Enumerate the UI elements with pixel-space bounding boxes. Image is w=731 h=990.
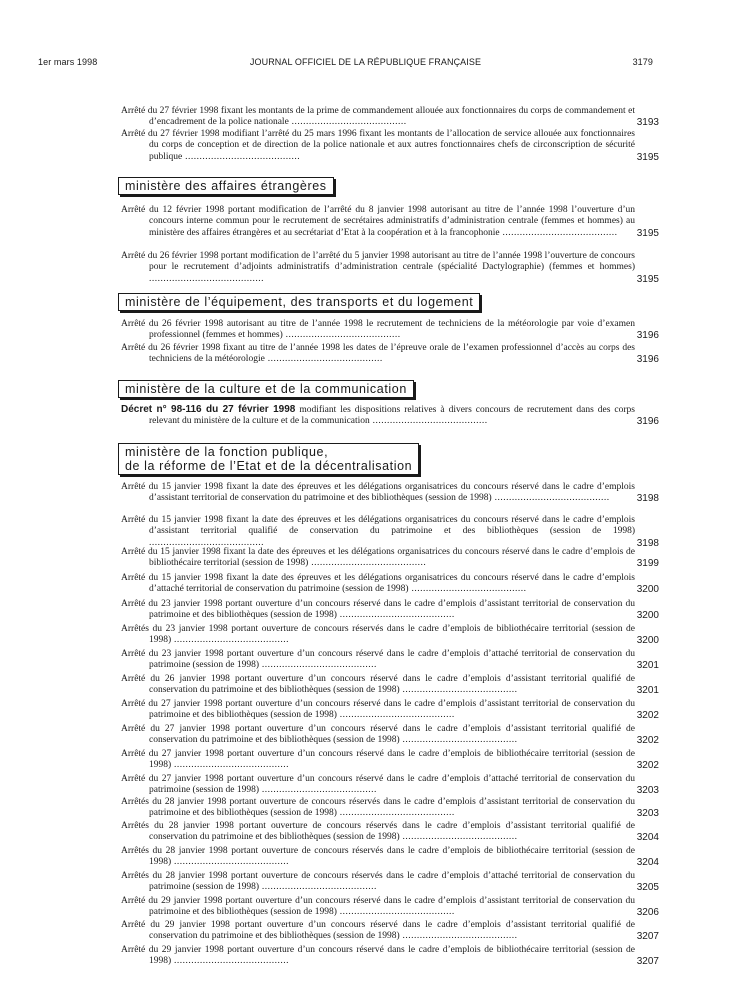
toc-entry-text: Arrêté du 26 février 1998 fixant au titre de l’année 1998 les dates de l’épreuve orale de l’examen professionnel d’accès au corps des techniciens de la météorologie ........................................: [121, 343, 635, 365]
toc-entry-page: 3200: [636, 584, 659, 596]
toc-entry: [121, 920, 659, 943]
toc-entry-page: 3205: [636, 882, 659, 894]
dot-leader: ........................................: [399, 735, 518, 746]
toc-entry-text: Arrêté du 26 février 1998 autorisant au titre de l’année 1998 le recrutement de techniciens de la météorologie par voie d’examen professionnel (femmes et hommes) ........................................: [121, 319, 635, 341]
toc-entry-text: Arrêtés du 23 janvier 1998 portant ouverture de concours réservés dans le cadre d’emplois de bibliothécaire territorial (session de 1998) ........................................: [121, 624, 635, 646]
toc-entry: [121, 404, 659, 428]
toc-entry: [121, 846, 659, 869]
dot-leader: ........................................: [308, 558, 427, 569]
toc-entry-page: 3206: [636, 907, 659, 919]
toc-entry-text: Arrêté du 26 février 1998 portant modification de l’arrêté du 5 janvier 1998 autorisant au titre de l’année 1998 l’ouverture de concours pour le recrutement d’adjoints administratifs d’administration centrale (spécialité Dactylographie) (femmes et hommes) ........................................: [121, 251, 635, 284]
toc-entry-text: [121, 404, 635, 428]
toc-entry: [121, 871, 659, 894]
ministry-heading-line: ministère de la fonction publique,: [125, 445, 329, 459]
toc-entry: [121, 599, 659, 622]
toc-entry-page: 3193: [636, 117, 659, 129]
toc-entry-page: 3203: [636, 785, 659, 797]
dot-leader: ........................................: [182, 151, 301, 162]
toc-entry-text: Arrêté du 27 janvier 1998 portant ouverture d’un concours réservé dans le cadre d’emplois d’assistant territorial de conservation du patrimoine et des bibliothèques (session de 1998) ........................................: [121, 699, 635, 721]
toc-entry-text: Arrêté du 27 février 1998 modifiant l’arrêté du 25 mars 1996 fixant les montants de l’allocation de service allouée aux fonctionnaires du corps de conception et de direction de la police nationale et aux autres fonctionnaires chefs de circonscription de sécurité publique ........................................: [121, 129, 635, 162]
toc-entry-page: 3202: [636, 710, 659, 722]
toc-entry-page: 3202: [636, 760, 659, 772]
toc-entry-page: 3204: [636, 832, 659, 844]
toc-entry-text: Arrêté du 27 février 1998 fixant les montants de la prime de commandement allouée aux fonctionnaires du corps de commandement et d’encadrement de la police nationale ........................................: [121, 106, 635, 128]
toc-entry-page: 3201: [636, 685, 659, 697]
dot-leader: ........................................: [171, 956, 290, 967]
toc-entry-page: 3199: [636, 558, 659, 570]
toc-entry: [121, 482, 659, 505]
ministry-heading-fonction-publique: [118, 443, 419, 475]
toc-entry: [121, 945, 659, 968]
dot-leader: ........................................: [369, 416, 488, 427]
toc-entry: [121, 821, 659, 844]
ministry-heading-line: ministère des affaires étrangères: [125, 179, 327, 193]
dot-leader: ........................................: [171, 635, 290, 646]
toc-entry-text: Arrêté du 12 février 1998 portant modification de l’arrêté du 8 janvier 1998 autorisant au titre de l’année 1998 l’ouverture d’un concours interne commun pour le recrutement de secrétaires administratifs d’administration centrale (femmes et hommes) au ministère des affaires étrangères et au secrétariat d’Etat à la coopération et à la francophonie ........................................: [121, 205, 635, 238]
toc-entry: [121, 774, 659, 797]
toc-entry: [121, 724, 659, 747]
dot-leader: ........................................: [259, 882, 377, 893]
toc-entry: [121, 896, 659, 919]
toc-entry-page: 3200: [636, 610, 659, 622]
dot-leader: ........................................: [149, 537, 264, 548]
ministry-heading-affaires-etrangeres: [118, 177, 334, 195]
dot-leader: ........................................: [399, 832, 518, 843]
toc-entry: [121, 319, 659, 342]
dot-leader: ........................................: [336, 808, 455, 819]
toc-entry-text: Arrêtés du 28 janvier 1998 portant ouverture de concours réservés dans le cadre d’emplois d’assistant territorial qualifié de conservation du patrimoine et des bibliothèques (session de 1998) ........................................: [121, 821, 635, 843]
dot-leader: ........................................: [336, 610, 455, 621]
dot-leader: ........................................: [399, 931, 518, 942]
toc-entry-page: 3196: [636, 354, 659, 366]
dot-leader: ........................................: [408, 584, 527, 595]
toc-entry-page: 3204: [636, 857, 659, 869]
toc-entry-text: Arrêté du 15 janvier 1998 fixant la date des épreuves et les délégations organisatrices du concours réservé dans le cadre d’emplois de bibliothécaire territorial (session de 1998) ........................................: [121, 547, 635, 569]
toc-entry: [121, 674, 659, 697]
decree-reference: Décret n° 98-116 du 27 février 1998: [121, 404, 296, 415]
header-journal-title: JOURNAL OFFICIEL DE LA RÉPUBLIQUE FRANÇAISE: [249, 57, 482, 67]
toc-entry-text: Arrêté du 23 janvier 1998 portant ouverture d’un concours réservé dans le cadre d’emplois d’assistant territorial de conservation du patrimoine et des bibliothèques (session de 1998) ........................................: [121, 599, 635, 621]
dot-leader: ........................................: [491, 493, 610, 504]
toc-entry-text: Arrêté du 15 janvier 1998 fixant la date des épreuves et les délégations organisatrices du concours réservé dans le cadre d’emplois d’attaché territorial de conservation du patrimoine (session de 1998) ........................................: [121, 573, 635, 595]
dot-leader: ........................................: [336, 710, 455, 721]
toc-entry-page: 3207: [636, 931, 659, 943]
toc-entry-text: Arrêté du 15 janvier 1998 fixant la date des épreuves et les délégations organisatrices du concours réservé dans le cadre d’emplois d’assistant territorial de conservation du patrimoine et des bibliothèques (session de 1998) ........................................: [121, 482, 635, 504]
toc-entry: [121, 699, 659, 722]
toc-entry: [121, 205, 659, 239]
toc-entry-page: 3198: [636, 493, 659, 505]
toc-entry: [121, 624, 659, 647]
toc-entry-page: 3195: [636, 273, 659, 285]
toc-entry: [121, 573, 659, 596]
toc-entry-text: Arrêté du 27 janvier 1998 portant ouverture d’un concours réservé dans le cadre d’emplois d’attaché territorial de conservation du patrimoine (session de 1998) ........................................: [121, 774, 635, 796]
dot-leader: ........................................: [288, 117, 407, 128]
toc-entry: [121, 343, 659, 366]
dot-leader: ........................................: [171, 857, 290, 868]
toc-entry-text: Arrêté du 15 janvier 1998 fixant la date des épreuves et les délégations organisatrices du concours réservé dans le cadre d’emplois d’assistant territorial qualifié de conservation du patrimoine et des bibliothèques (session de 1998) ........................................: [121, 515, 635, 548]
decree-description: modifiant les dispositions relatives à divers concours de recrutement dans des corps relevant du ministère de la culture et de la communication: [149, 405, 635, 427]
dot-leader: ........................................: [282, 330, 401, 341]
toc-entry-text: Arrêté du 27 janvier 1998 portant ouverture d’un concours réservé dans le cadre d’emplois de bibliothécaire territorial (session de 1998) ........................................: [121, 749, 635, 771]
toc-entry: [121, 749, 659, 772]
toc-entry-text: Arrêtés du 28 janvier 1998 portant ouverture de concours réservés dans le cadre d’emplois d’assistant territorial de conservation du patrimoine et des bibliothèques (session de 1998) ........................................: [121, 797, 635, 819]
ministry-heading-culture: [118, 380, 414, 398]
dot-leader: ........................................: [399, 685, 518, 696]
ministry-heading-line: ministère de la culture et de la communication: [125, 382, 407, 396]
dot-leader: ........................................: [336, 907, 455, 918]
header-date: 1er mars 1998: [38, 57, 98, 67]
toc-entry-page: 3196: [636, 416, 659, 428]
toc-entry-page: 3201: [636, 660, 659, 672]
toc-entry-text: Arrêté du 29 janvier 1998 portant ouverture d’un concours réservé dans le cadre d’emplois d’assistant territorial de conservation du patrimoine et des bibliothèques (session de 1998) ........................................: [121, 896, 635, 918]
toc-entry-page: 3198: [636, 537, 659, 549]
dot-leader: ........................................: [264, 354, 383, 365]
toc-entry-page: 3195: [636, 151, 659, 163]
toc-entry: [121, 106, 659, 129]
ministry-heading-line: ministère de l’équipement, des transports et du logement: [125, 295, 474, 309]
toc-entry-text: Arrêté du 29 janvier 1998 portant ouverture d’un concours réservé dans le cadre d’emplois de bibliothécaire territorial (session de 1998) ........................................: [121, 945, 635, 967]
toc-entry: [121, 649, 659, 672]
dot-leader: ........................................: [171, 760, 290, 771]
toc-entry: [121, 547, 659, 570]
toc-entry-text: Arrêté du 26 janvier 1998 portant ouverture d’un concours réservé dans le cadre d’emplois d’assistant territorial qualifié de conservation du patrimoine et des bibliothèques (session de 1998) ........................................: [121, 674, 635, 696]
dot-leader: ........................................: [499, 227, 618, 238]
header-page-number: 3179: [632, 57, 653, 67]
toc-entry-text: Arrêté du 27 janvier 1998 portant ouverture d’un concours réservé dans le cadre d’emplois d’assistant territorial qualifié de conservation du patrimoine et des bibliothèques (session de 1998) ........................................: [121, 724, 635, 746]
ministry-heading-equipement: [118, 293, 480, 311]
dot-leader: ........................................: [259, 660, 377, 671]
toc-entry-page: 3203: [636, 808, 659, 820]
toc-entry-page: 3195: [636, 227, 659, 239]
ministry-heading-line: de la réforme de l’Etat et de la décentralisation: [125, 459, 413, 473]
toc-entry-text: Arrêté du 29 janvier 1998 portant ouverture d’un concours réservé dans le cadre d’emplois d’assistant territorial qualifié de conservation du patrimoine et des bibliothèques (session de 1998) ........................................: [121, 920, 635, 942]
toc-entry: [121, 515, 659, 549]
toc-entry: [121, 797, 659, 820]
dot-leader: ........................................: [259, 785, 377, 796]
toc-entry-page: 3196: [636, 330, 659, 342]
toc-entry-text: Arrêté du 23 janvier 1998 portant ouverture d’un concours réservé dans le cadre d’emplois d’attaché territorial de conservation du patrimoine (session de 1998) ........................................: [121, 649, 635, 671]
dot-leader: ........................................: [149, 273, 264, 284]
toc-entry-page: 3202: [636, 735, 659, 747]
toc-entry-page: 3207: [636, 956, 659, 968]
toc-entry-text: Arrêtés du 28 janvier 1998 portant ouverture de concours réservés dans le cadre d’emplois d’attaché territorial de conservation du patrimoine (session de 1998) ........................................: [121, 871, 635, 893]
toc-entry: [121, 129, 659, 163]
toc-entry-text: Arrêtés du 28 janvier 1998 portant ouverture de concours réservés dans le cadre d’emplois de bibliothécaire territorial (session de 1998) ........................................: [121, 846, 635, 868]
toc-entry: [121, 251, 659, 285]
toc-entry-page: 3200: [636, 635, 659, 647]
